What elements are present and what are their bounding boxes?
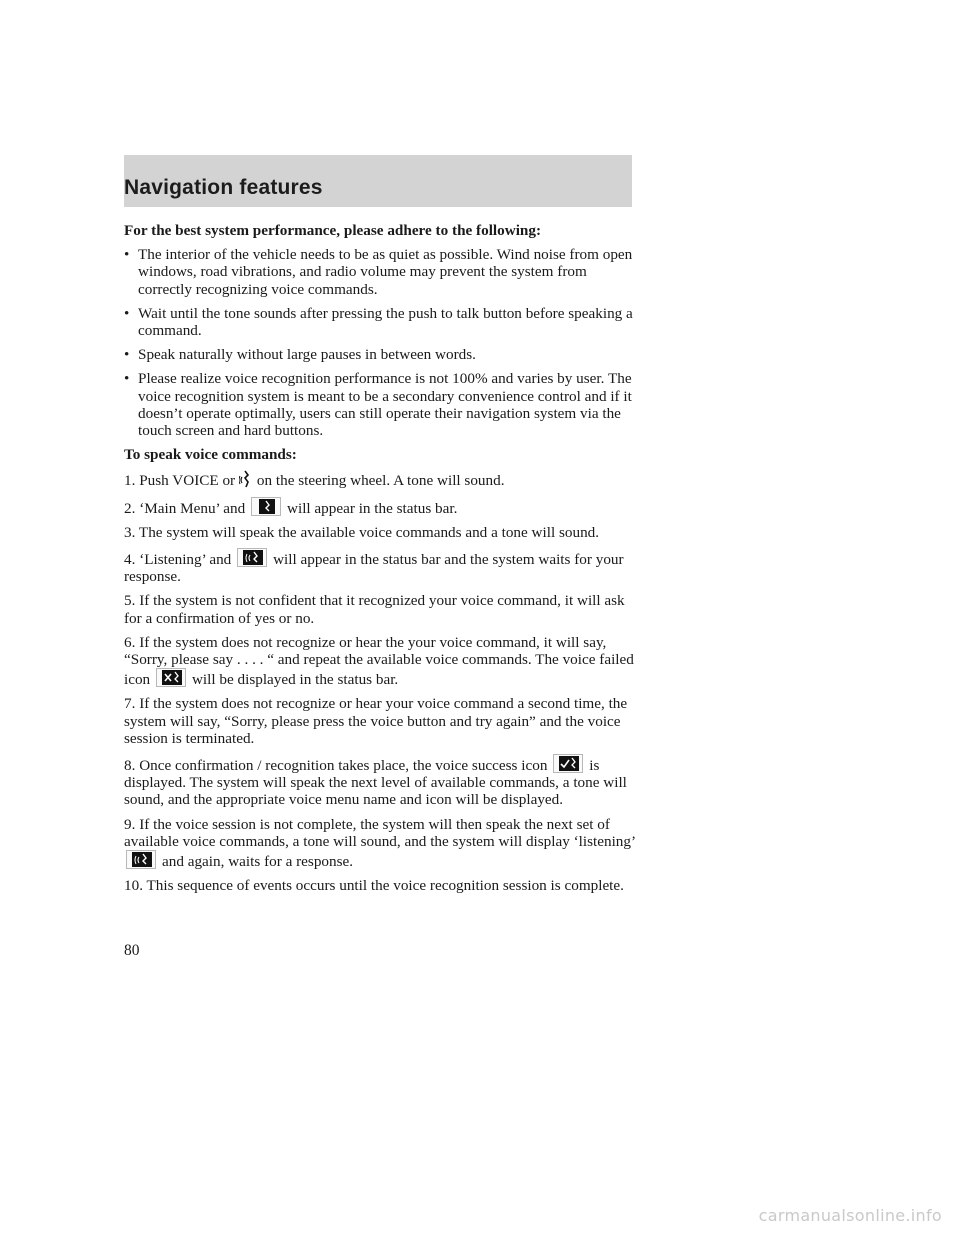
- step-10: 10. This sequence of events occurs until the voice recognition session is complete.: [124, 877, 624, 895]
- voice-success-icon: [553, 754, 583, 773]
- tips-list: [124, 246, 636, 439]
- list-item: • The interior of the vehicle needs to be as quiet as possible. Wind noise from open windows, road vibrations, and radio volume may prevent the system from correctly recognizing voice commands.: [124, 246, 633, 298]
- watermark: carmanualsonline.info: [758, 1206, 942, 1225]
- voice-failed-icon: [156, 668, 186, 687]
- step-6: 6. If the system does not recognize or hear the your voice command, it will say, “Sorry, please say . . . . “ and repeat the available voice commands. The voice failed icon will be displayed in the status bar.: [124, 633, 634, 689]
- list-item: • Please realize voice recognition performance is not 100% and varies by user. The voice recognition system is meant to be a secondary convenience control and if it doesn’t operate optimally, users can still operate their navigation system via the touch screen and hard buttons.: [124, 370, 632, 440]
- section-title: Navigation features: [124, 176, 323, 199]
- step-5: 5. If the system is not confident that it recognized your voice command, it will ask for a confirmation of yes or no.: [124, 592, 625, 627]
- listening-icon: [126, 850, 156, 869]
- page-number: 80: [124, 942, 140, 959]
- step-2: 2. ‘Main Menu’ and will appear in the status bar.: [124, 497, 636, 517]
- list-item: • Wait until the tone sounds after pressing the push to talk button before speaking a command.: [124, 304, 633, 340]
- step-3: 3. The system will speak the available voice commands and a tone will sound.: [124, 523, 600, 541]
- voice-active-icon: [251, 497, 281, 516]
- list-item: • Speak naturally without large pauses in between words.: [124, 346, 476, 364]
- step-8: 8. Once confirmation / recognition takes place, the voice success icon is displayed. The system will speak the next level of available commands, a tone will sound, and the appropriate voice menu name and icon will be displayed.: [124, 754, 636, 809]
- intro-text: For the best system performance, please adhere to the following:: [124, 222, 542, 239]
- subheading: To speak voice commands:: [124, 446, 297, 464]
- step-4: 4. ‘Listening’ and will appear in the status bar and the system waits for your response.: [124, 548, 636, 585]
- step-1: 1. Push VOICE or on the steering wheel. A tone will sound.: [124, 472, 505, 490]
- page-content: [124, 222, 636, 902]
- listening-icon: [237, 548, 267, 567]
- voice-icon: [239, 470, 253, 488]
- step-7: 7. If the system does not recognize or hear your voice command a second time, the system will say, “Sorry, please press the voice button and try again” and the voice session is terminated.: [124, 695, 628, 747]
- step-9: 9. If the voice session is not complete, the system will then speak the next set of available voice commands, a tone will sound, and the system will display ‘listening’ and again, waits for a response.: [124, 815, 635, 871]
